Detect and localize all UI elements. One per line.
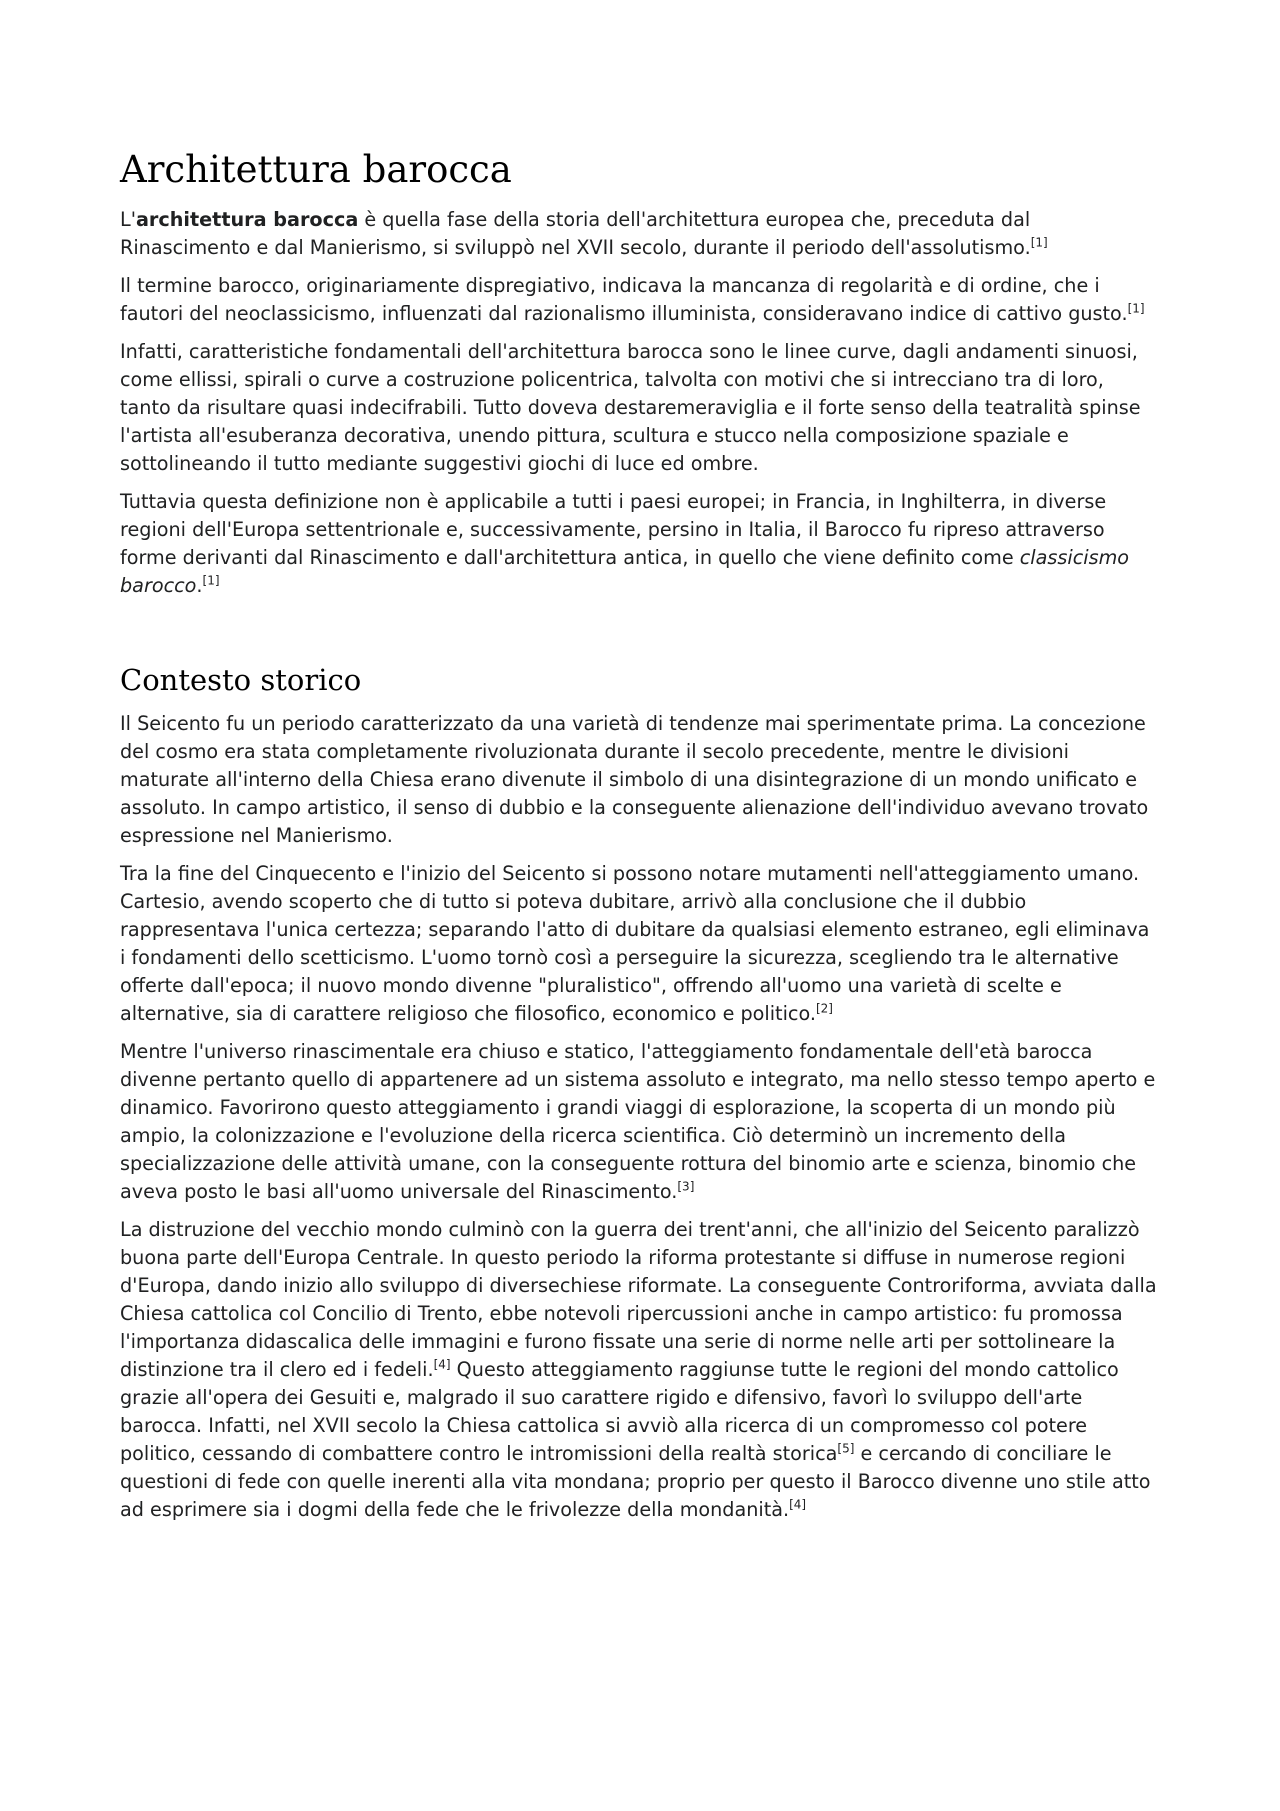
section-paragraph-1 <box>120 710 1160 850</box>
intro-prefix: L' <box>120 208 136 231</box>
reference-link[interactable]: [5] <box>837 1441 855 1456</box>
reference-link[interactable]: [1] <box>1030 235 1048 250</box>
bold-term: architettura barocca <box>135 208 359 231</box>
section-paragraph-3 <box>120 1038 1160 1206</box>
paragraph-text: Tuttavia questa definizione non è applicabile a tutti i paesi europei; in Francia, in Inghilterra, in diverse regioni dell'Europa settentrionale e, successivamente, persino in Italia, il Barocco fu ripreso attraverso forme derivanti dal Rinascimento e dall'architettura antica, in quello che viene definito come <box>120 490 1107 569</box>
intro-paragraph-4 <box>120 488 1160 600</box>
paragraph-text: Tra la fine del Cinquecento e l'inizio del Seicento si possono notare mutamenti nell'atteggiamento umano. Cartesio, avendo scoperto che di tutto si poteva dubitare, arrivò alla conclusione che il dubbio rappresentava l'unica certezza; separando l'atto di dubitare da qualsiasi elemento estraneo, egli eliminava i fondamenti dello scetticismo. L'uomo tornò così a perseguire la sicurezza, scegliendo tra le alternative offerte dall'epoca; il nuovo mondo divenne "pluralistico", offrendo all'uomo una varietà di scelte e alternative, sia di carattere religioso che filosofico, economico e politico. <box>120 862 1150 1025</box>
article-title: Architettura barocca <box>120 148 512 191</box>
section-paragraph-2 <box>120 860 1160 1028</box>
reference-link[interactable]: [2] <box>815 1001 833 1016</box>
intro-paragraph-3 <box>120 338 1160 478</box>
reference-link[interactable]: [4] <box>789 1497 807 1512</box>
intro-paragraph-1 <box>120 206 1160 262</box>
paragraph-text: Infatti, caratteristiche fondamentali dell'architettura barocca sono le linee curve, dagli andamenti sinuosi, come ellissi, spirali o curve a costruzione policentrica, talvolta con motivi che si intrecciano tra di loro, tanto da risultare quasi indecifrabili. Tutto doveva destaremeraviglia e il forte senso della teatralità spinse l'artista all'esuberanza decorativa, unendo pittura, scultura e stucco nella composizione spaziale e sottolineando il tutto mediante suggestivi giochi di luce ed ombre. <box>120 340 1141 475</box>
paragraph-text: e cercando di conciliare le questioni di fede con quelle inerenti alla vita mondana; proprio per questo il Barocco divenne uno stile atto ad esprimere sia i dogmi della fede che le frivolezze della mondanità. <box>120 1442 1151 1521</box>
paragraph-text: Il Seicento fu un periodo caratterizzato da una varietà di tendenze mai sperimentate prima. La concezione del cosmo era stata completamente rivoluzionata durante il secolo precedente, mentre le divisioni maturate all'interno della Chiesa erano divenute il simbolo di una disintegrazione di un mondo unificato e assoluto. In campo artistico, il senso di dubbio e la conseguente alienazione dell'individuo avevano trovato espressione nel Manierismo. <box>120 712 1149 847</box>
section-paragraph-4 <box>120 1216 1160 1524</box>
paragraph-text: Questo atteggiamento raggiunse tutte le regioni del mondo cattolico grazie all'opera dei Gesuiti e, malgrado il suo carattere rigido e difensivo, favorì lo sviluppo dell'arte barocca. Infatti, nel XVII secolo la Chiesa cattolica si avviò alla ricerca di un compromesso col potere politico, cessando di combattere contro le intromissioni della realtà storica <box>120 1358 1119 1465</box>
reference-link[interactable]: [3] <box>677 1179 695 1194</box>
italic-term: classicismo barocco <box>120 546 1130 597</box>
reference-link[interactable]: [1] <box>1127 301 1145 316</box>
reference-link[interactable]: [1] <box>202 573 220 588</box>
reference-link[interactable]: [4] <box>433 1357 451 1372</box>
section-heading-contesto-storico: Contesto storico <box>120 663 362 697</box>
paragraph-end: . <box>196 574 203 597</box>
intro-paragraph-2 <box>120 272 1160 328</box>
paragraph-text: Il termine barocco, originariamente dispregiativo, indicava la mancanza di regolarità e di ordine, che i fautori del neoclassicismo, influenzati dal razionalismo illuminista, consideravano indice di cattivo gusto. <box>120 274 1128 325</box>
paragraph-text: La distruzione del vecchio mondo culminò con la guerra dei trent'anni, che all'inizio del Seicento paralizzò buona parte dell'Europa Centrale. In questo periodo la riforma protestante si diffuse in numerose regioni d'Europa, dando inizio allo sviluppo di diversechiese riformate. La conseguente Controriforma, avviata dalla Chiesa cattolica col Concilio di Trento, ebbe notevoli ripercussioni anche in campo artistico: fu promossa l'importanza didascalica delle immagini e furono fissate una serie di norme nelle arti per sottolineare la distinzione tra il clero ed i fedeli. <box>120 1218 1157 1381</box>
intro-text: è quella fase della storia dell'architettura europea che, preceduta dal Rinascimento e dal Manierismo, si sviluppò nel XVII secolo, durante il periodo dell'assolutismo. <box>120 208 1031 259</box>
paragraph-text: Mentre l'universo rinascimentale era chiuso e statico, l'atteggiamento fondamentale dell'età barocca divenne pertanto quello di appartenere ad un sistema assoluto e integrato, ma nello stesso tempo aperto e dinamico. Favorirono questo atteggiamento i grandi viaggi di esplorazione, la scoperta di un mondo più ampio, la colonizzazione e l'evoluzione della ricerca scientifica. Ciò determinò un incremento della specializzazione delle attività umane, con la conseguente rottura del binomio arte e scienza, binomio che aveva posto le basi all'uomo universale del Rinascimento. <box>120 1040 1156 1203</box>
